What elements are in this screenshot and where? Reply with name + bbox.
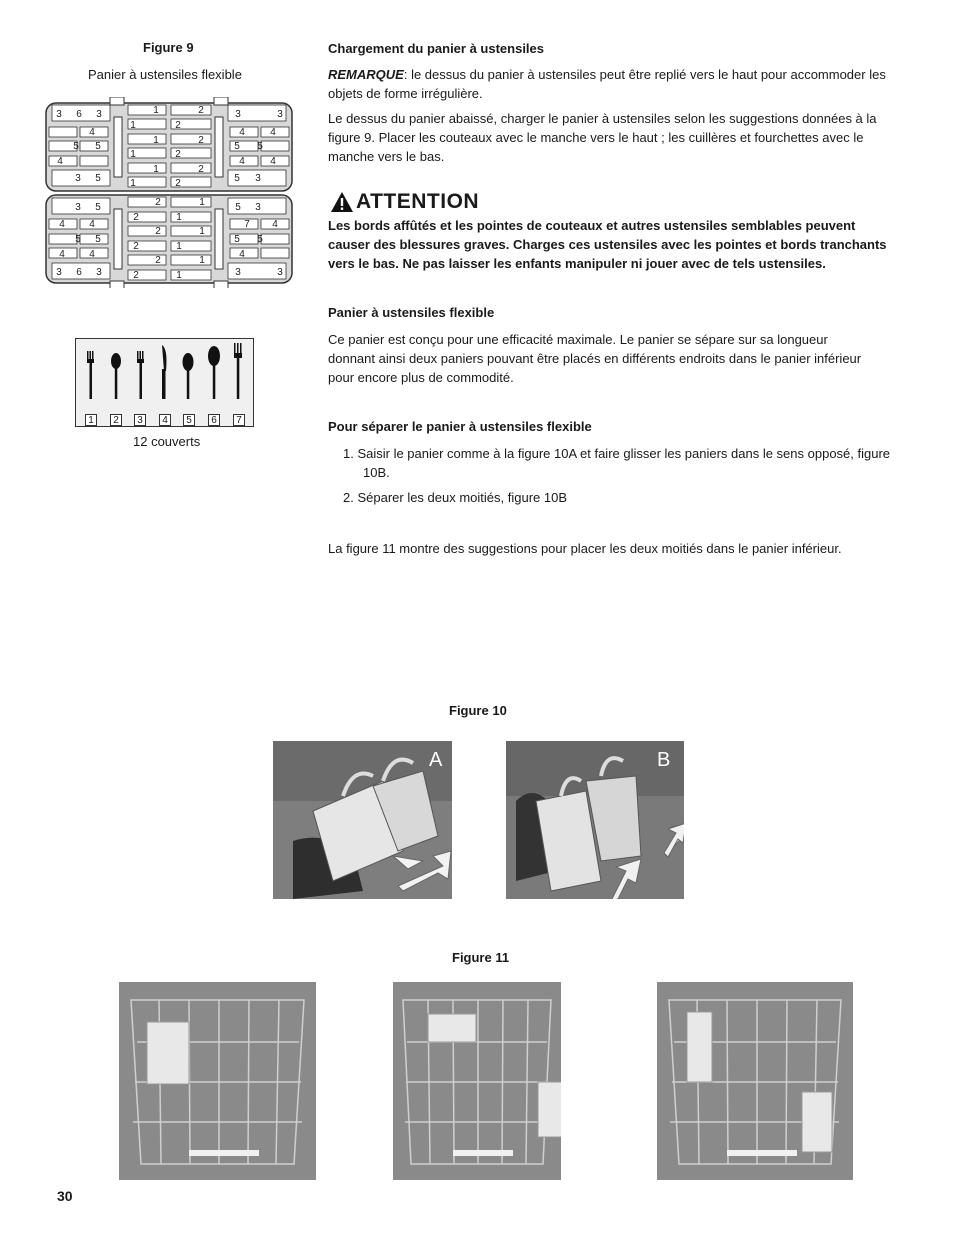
svg-text:5: 5	[73, 141, 79, 152]
svg-text:5: 5	[235, 202, 241, 213]
svg-text:2: 2	[198, 164, 204, 175]
svg-text:2: 2	[175, 178, 181, 189]
flexible-paragraph: Ce panier est conçu pour une efficacité maximale. Le panier se sépare sur sa longueur donnant ainsi deux paniers pouvant être placés en différents endroits dans le panier inférieur pour encore plus de commodité.	[328, 332, 862, 385]
svg-text:2: 2	[198, 135, 204, 146]
svg-text:3: 3	[96, 267, 102, 278]
loading-paragraph: Le dessus du panier abaissé, charger le panier à ustensiles selon les suggestions données à la figure 9. Placer les couteaux avec le manche vers le haut ; les cuillères et fourchettes avec le manche vers le bas.	[328, 111, 877, 164]
step-1: 1. Saisir le panier comme à la figure 10A et faire glisser les paniers dans le sens opposé, figure 10B.	[343, 446, 891, 480]
basket-outline	[44, 97, 294, 288]
legend-number-5: 5	[183, 414, 195, 426]
svg-text:4: 4	[239, 127, 245, 138]
svg-text:3: 3	[96, 109, 102, 120]
svg-text:4: 4	[272, 219, 278, 230]
section-heading-separate: Pour séparer le panier à ustensiles flexible	[328, 419, 592, 434]
figure11-title: Figure 11	[452, 950, 510, 965]
figure11-photo-1	[119, 982, 316, 1180]
svg-text:5: 5	[95, 173, 101, 184]
svg-text:5: 5	[95, 202, 101, 213]
svg-text:1: 1	[199, 226, 205, 237]
warning-triangle-icon	[330, 191, 354, 213]
legend-number-3: 3	[134, 414, 146, 426]
figure10a-illustration	[273, 741, 452, 899]
svg-text:3: 3	[255, 173, 261, 184]
cutlery-legend	[75, 338, 254, 427]
svg-text:5: 5	[257, 234, 263, 245]
remarque-label: REMARQUE	[328, 67, 404, 82]
rack-illustration-1	[119, 982, 316, 1180]
rack-illustration-3	[657, 982, 853, 1180]
svg-text:1: 1	[199, 255, 205, 266]
legend-number-7: 7	[233, 414, 245, 426]
figure11-photo-3	[657, 982, 853, 1180]
svg-text:5: 5	[95, 234, 101, 245]
section-heading-loading: Chargement du panier à ustensiles	[328, 41, 545, 56]
legend-number-6: 6	[208, 414, 220, 426]
svg-text:4: 4	[89, 127, 95, 138]
rack-illustration-2	[393, 982, 561, 1180]
svg-text:4: 4	[270, 127, 276, 138]
figure9-subtitle: Panier à ustensiles flexible	[88, 67, 242, 82]
svg-text:3: 3	[277, 267, 283, 278]
figure10a-photo	[273, 741, 452, 899]
svg-text:4: 4	[89, 249, 95, 260]
svg-text:1: 1	[176, 270, 182, 281]
svg-text:5: 5	[95, 141, 101, 152]
svg-text:4: 4	[239, 156, 245, 167]
svg-text:4: 4	[270, 156, 276, 167]
svg-text:5: 5	[234, 234, 240, 245]
svg-text:2: 2	[175, 120, 181, 131]
figure9-title: Figure 9	[143, 40, 194, 55]
svg-text:2: 2	[133, 241, 139, 252]
figure11-photo-2	[393, 982, 561, 1180]
svg-text:5: 5	[234, 173, 240, 184]
svg-text:3: 3	[235, 109, 241, 120]
svg-text:1: 1	[153, 135, 159, 146]
section-heading-flexible: Panier à ustensiles flexible	[328, 305, 495, 320]
svg-text:4: 4	[59, 219, 65, 230]
svg-text:7: 7	[244, 219, 250, 230]
svg-text:5: 5	[234, 141, 240, 152]
svg-text:1: 1	[153, 164, 159, 175]
svg-text:4: 4	[57, 156, 63, 167]
figure11-note: La figure 11 montre des suggestions pour placer les deux moitiés dans le panier inférieur.	[328, 541, 842, 556]
svg-text:2: 2	[133, 212, 139, 223]
svg-text:3: 3	[235, 267, 241, 278]
remarque-text: : le dessus du panier à ustensiles peut être replié vers le haut pour accommoder les objets de forme irrégulière.	[328, 67, 886, 101]
legend-number-2: 2	[110, 414, 122, 426]
svg-text:2: 2	[175, 149, 181, 160]
svg-text:5: 5	[257, 141, 263, 152]
svg-text:1: 1	[130, 178, 136, 189]
svg-text:4: 4	[89, 219, 95, 230]
svg-text:1: 1	[199, 197, 205, 208]
svg-text:2: 2	[155, 197, 161, 208]
remarque-paragraph	[328, 65, 908, 103]
svg-text:1: 1	[130, 120, 136, 131]
svg-text:2: 2	[133, 270, 139, 281]
figure10a-label: A	[429, 749, 443, 771]
svg-text:1: 1	[176, 241, 182, 252]
svg-text:3: 3	[75, 173, 81, 184]
figure10b-label: B	[657, 749, 671, 771]
figure10-title: Figure 10	[449, 703, 507, 718]
svg-text:1: 1	[130, 149, 136, 160]
legend-number-1: 1	[85, 414, 97, 426]
basket-diagram	[44, 97, 294, 288]
svg-text:3: 3	[255, 202, 261, 213]
page-number: 30	[57, 1188, 73, 1204]
legend-caption: 12 couverts	[133, 434, 201, 449]
svg-text:1: 1	[176, 212, 182, 223]
svg-text:2: 2	[155, 255, 161, 266]
svg-text:1: 1	[153, 105, 159, 116]
svg-text:4: 4	[59, 249, 65, 260]
svg-text:6: 6	[76, 109, 82, 120]
svg-text:2: 2	[155, 226, 161, 237]
attention-title: ATTENTION	[356, 190, 480, 213]
svg-text:3: 3	[56, 267, 62, 278]
cutlery-silhouettes	[76, 339, 255, 413]
attention-text: Les bords affûtés et les pointes de couteaux et autres ustensiles semblables peuvent causer des blessures graves. Charges ces ustensiles avec les pointes et bords tranchants vers le bas. Ne pas laisser les enfants manipuler ni jouer avec de tels ustensiles.	[328, 218, 887, 271]
svg-text:5: 5	[75, 234, 81, 245]
svg-text:3: 3	[277, 109, 283, 120]
svg-text:6: 6	[76, 267, 82, 278]
legend-number-4: 4	[159, 414, 171, 426]
figure10b-photo	[506, 741, 684, 899]
svg-text:3: 3	[56, 109, 62, 120]
svg-text:2: 2	[198, 105, 204, 116]
svg-text:4: 4	[239, 249, 245, 260]
svg-text:3: 3	[75, 202, 81, 213]
attention-header	[330, 190, 479, 214]
step-2: 2. Séparer les deux moitiés, figure 10B	[343, 490, 568, 505]
